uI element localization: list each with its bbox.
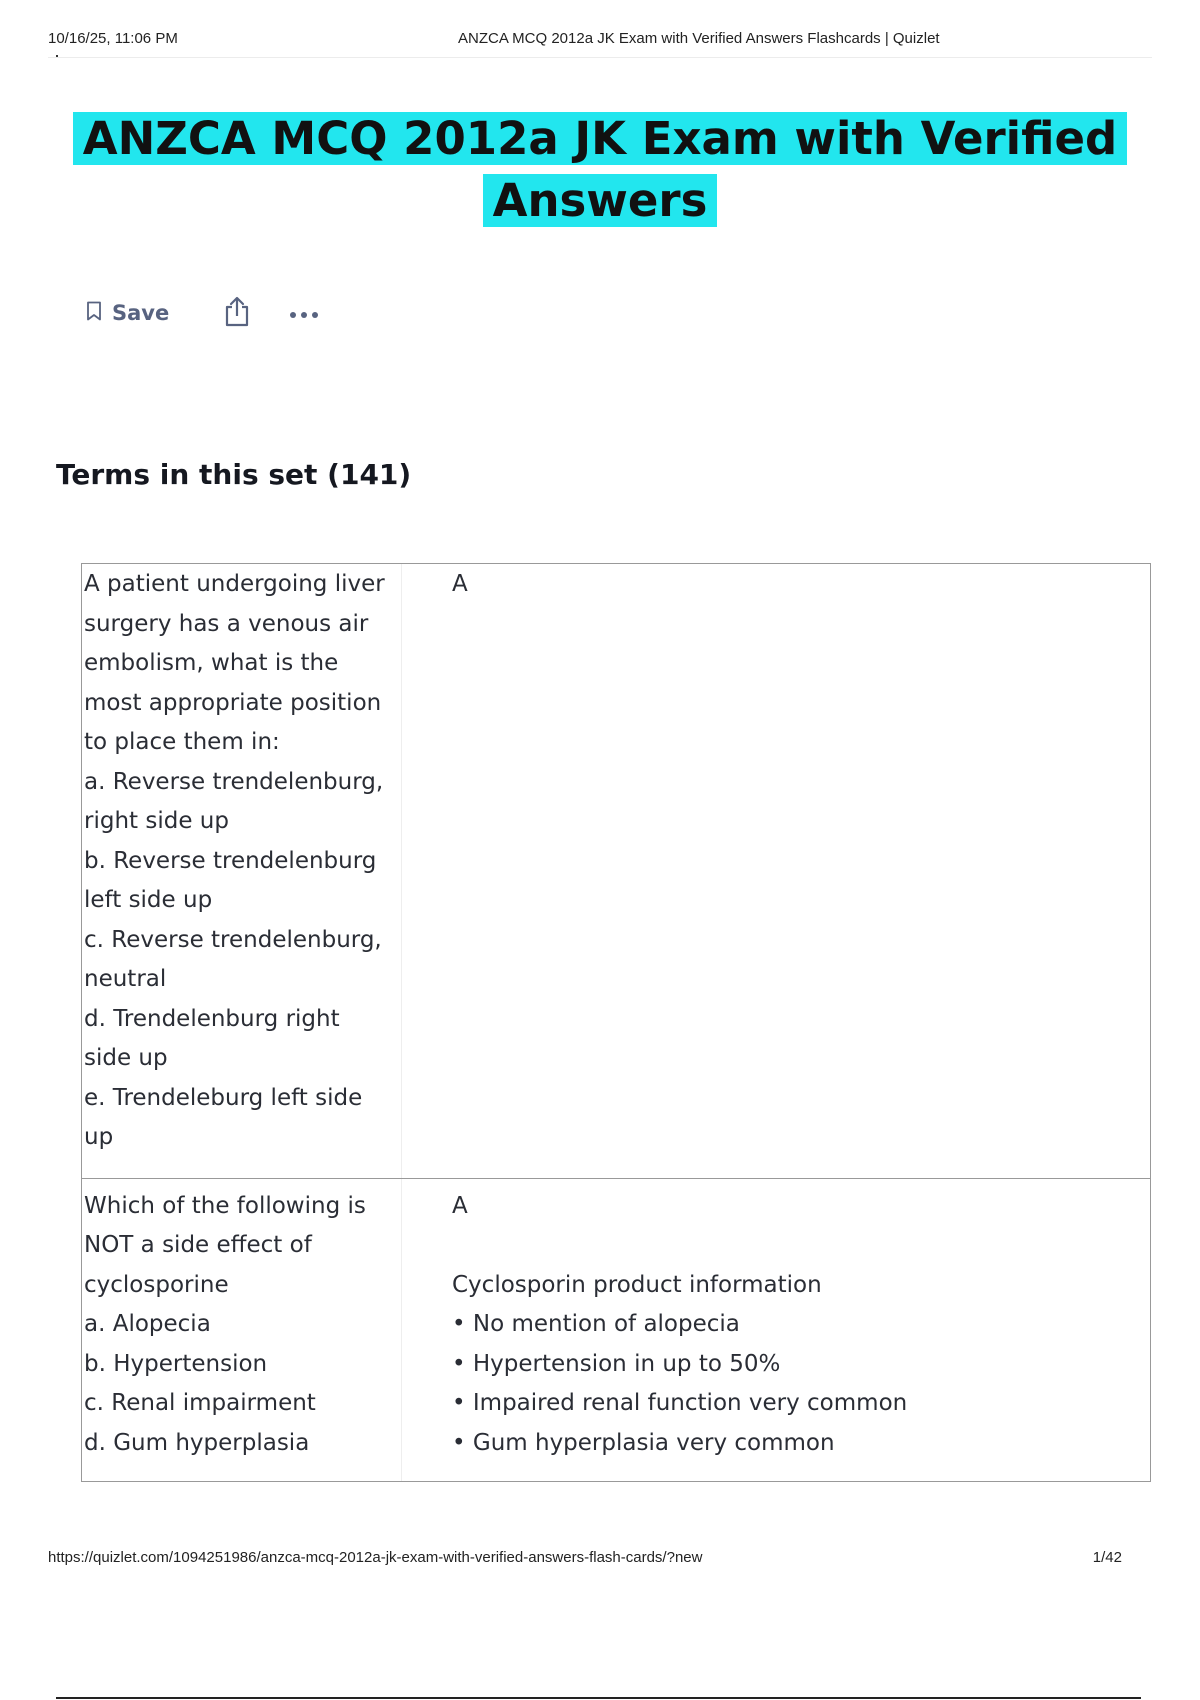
definition-text: A Cyclosporin product information • No mention of alopecia • Hypertension in up to 50% • Impaired renal function very common • Gum hyperplasia very common xyxy=(452,1192,908,1456)
header-divider xyxy=(48,57,1152,58)
terms-table xyxy=(81,563,1151,1482)
terms-heading: Terms in this set (141) xyxy=(56,458,412,491)
bookmark-icon xyxy=(86,301,102,326)
term-row[interactable] xyxy=(82,564,1150,1179)
term-text: A patient undergoing liver surgery has a venous air embolism, what is the most appropriate position to place them in: a. Reverse trendelenburg, right side up b. Reverse trendelenburg left side up c. Reverse trendelenburg, neutral d. Trendelenburg right side up e. Trendeleburg left side up xyxy=(82,564,402,1178)
print-document-title: ANZCA MCQ 2012a JK Exam with Verified Answers Flashcards | Quizlet xyxy=(458,30,940,47)
term-text: Which of the following is NOT a side effect of cyclosporine a. Alopecia b. Hypertension c. Renal impairment d. Gum hyperplasia xyxy=(82,1179,402,1482)
page-number: 1/42 xyxy=(1092,1549,1122,1566)
share-button[interactable] xyxy=(223,295,251,331)
page-title-text: ANZCA MCQ 2012a JK Exam with Verified Answers xyxy=(73,112,1127,227)
definition-text: A xyxy=(452,571,468,597)
print-timestamp: 10/16/25, 11:06 PM xyxy=(48,30,178,47)
save-button[interactable] xyxy=(86,301,169,326)
more-options-button[interactable] xyxy=(289,304,319,323)
page-title xyxy=(0,108,1200,232)
share-icon xyxy=(223,295,251,331)
print-mark xyxy=(56,55,58,57)
bottom-divider xyxy=(56,1697,1141,1699)
save-label: Save xyxy=(112,301,170,325)
page-url: https://quizlet.com/1094251986/anzca-mcq-2012a-jk-exam-with-verified-answers-flash-cards/?new xyxy=(48,1549,703,1566)
term-row[interactable] xyxy=(82,1179,1150,1482)
set-toolbar xyxy=(86,293,319,333)
more-horizontal-icon xyxy=(289,304,319,323)
print-header xyxy=(48,30,1152,52)
